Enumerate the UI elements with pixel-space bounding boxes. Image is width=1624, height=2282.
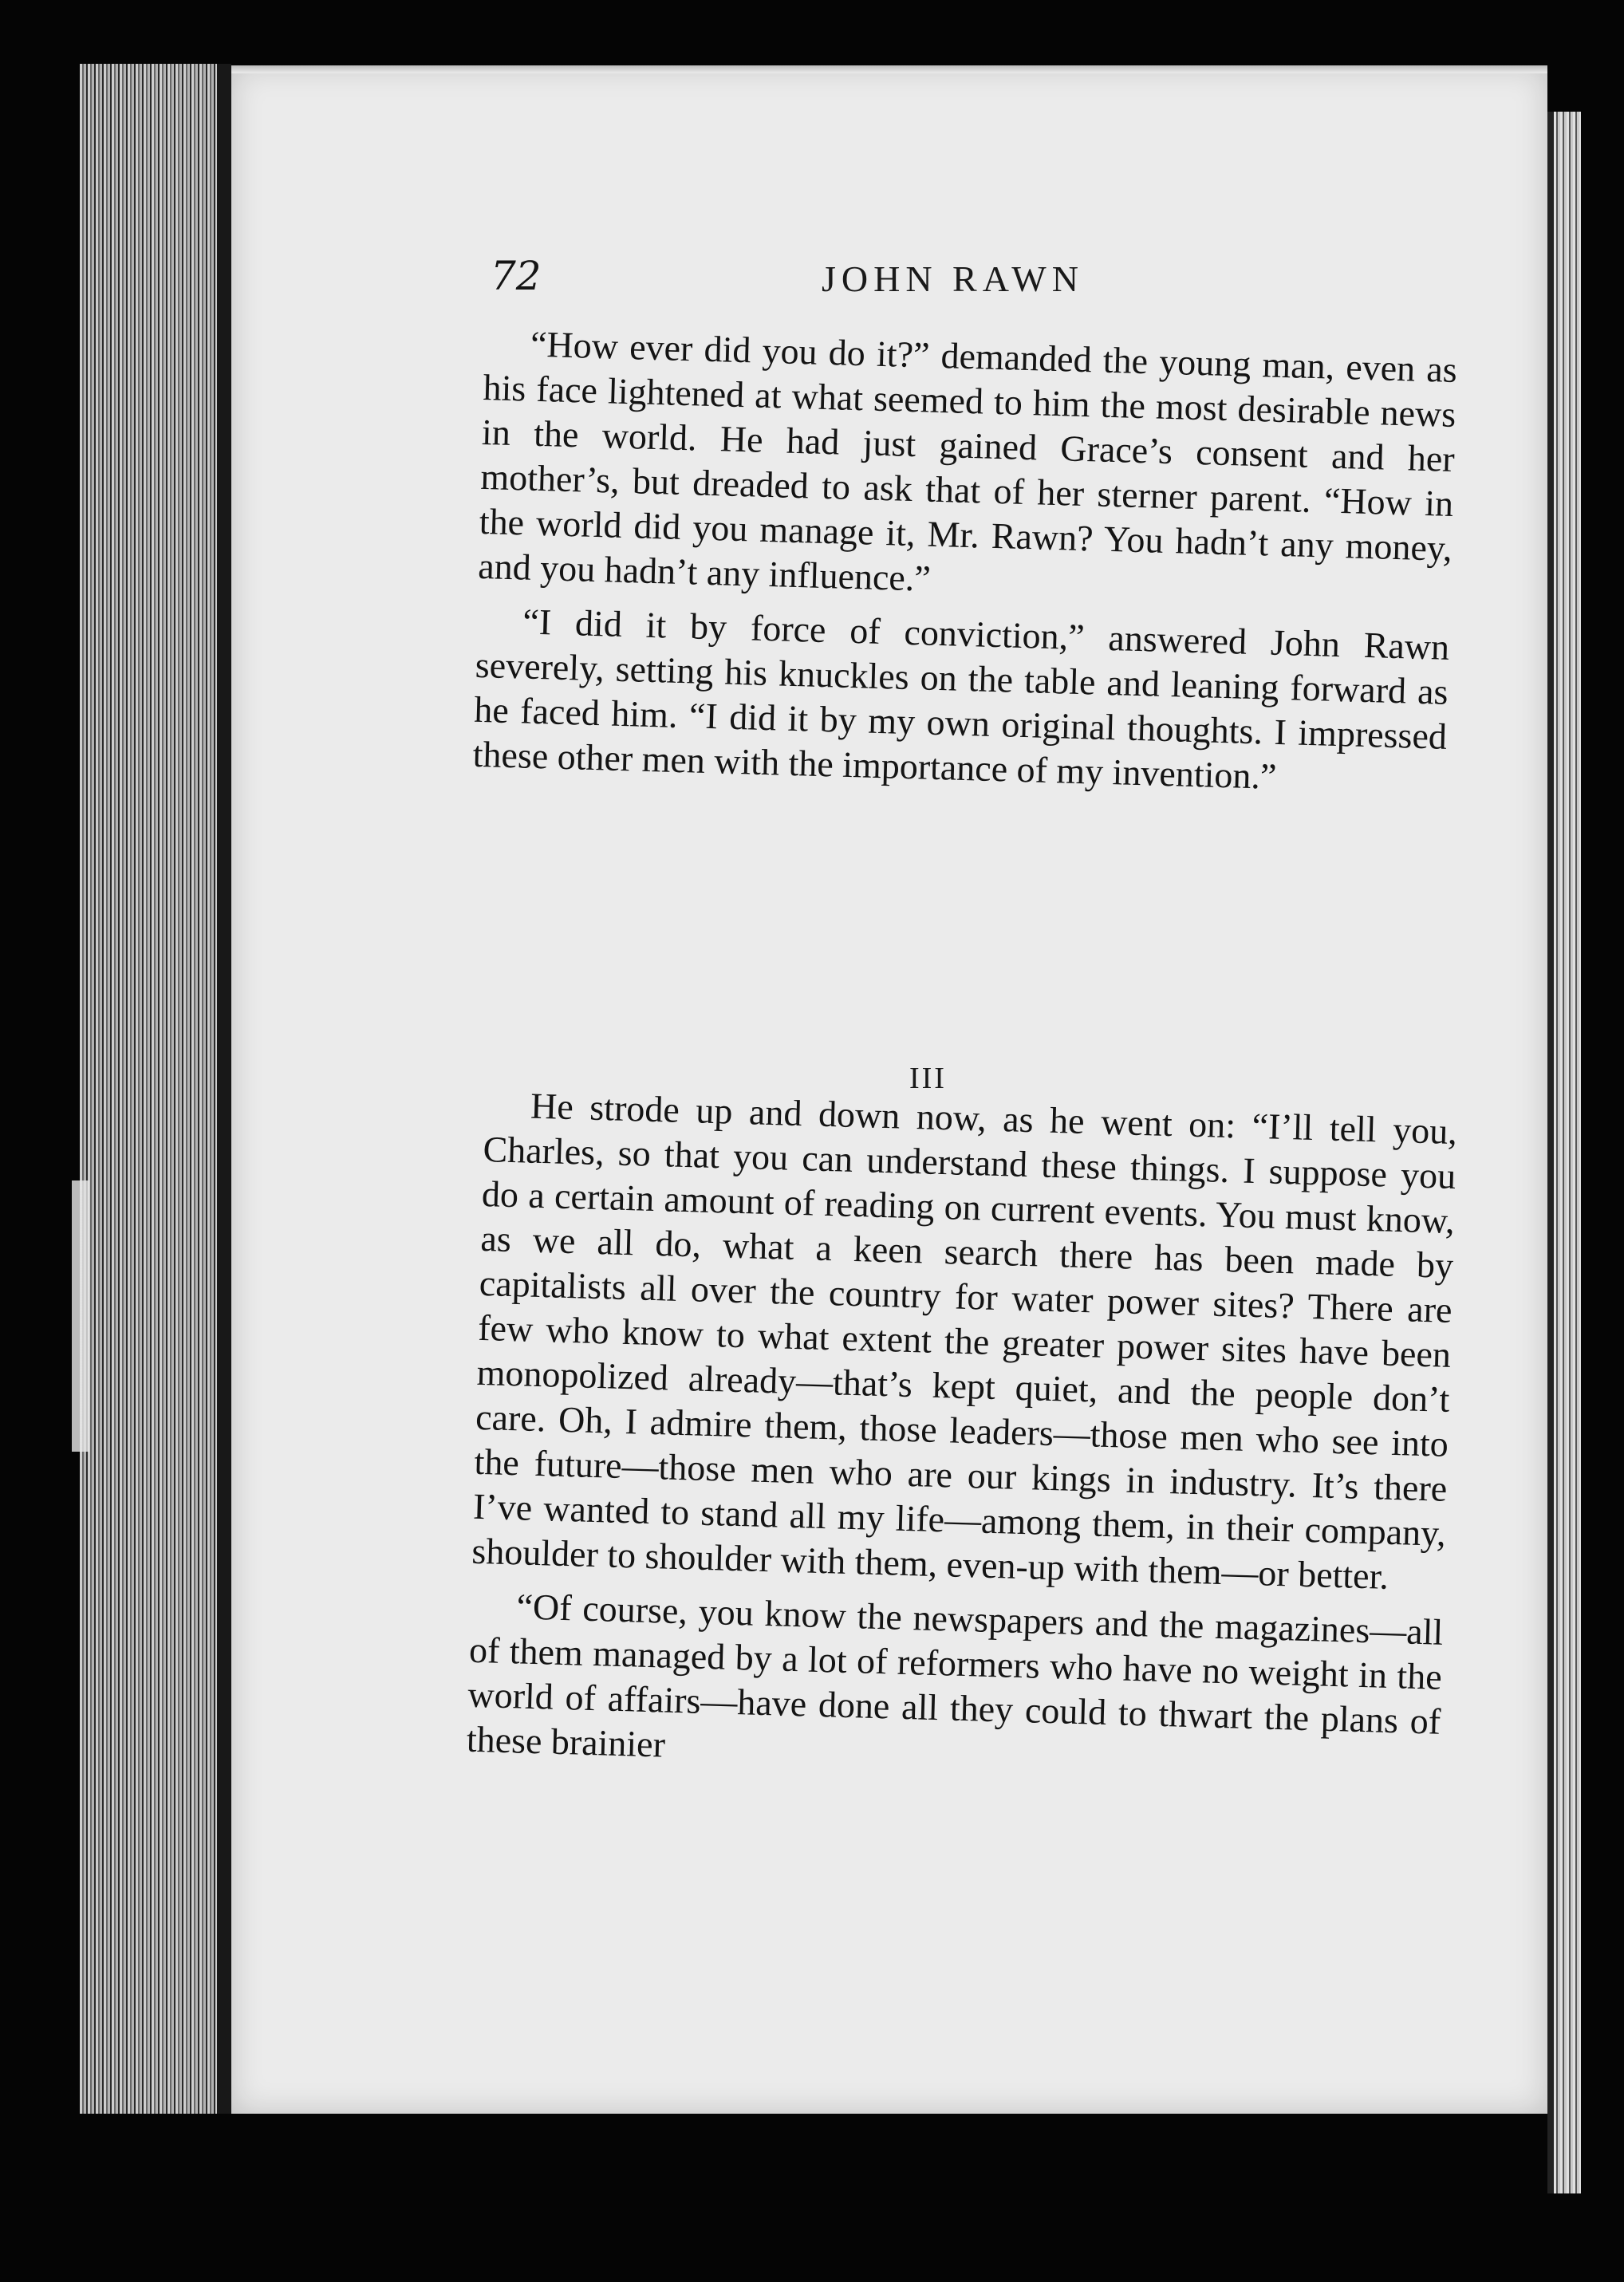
book-title: JOHN RAWN <box>822 258 1084 299</box>
paragraph: “I did it by force of conviction,” answered John Rawn severely, setting his knuckles on the table and leaning forward as he faced him. “I did it by my own original thoughts. I impressed these other men with the importance of my invention.” <box>472 601 1450 797</box>
section-number: III <box>909 1062 947 1095</box>
paragraph: He strode up and down now, as he went on: “I’ll tell you, Charles, so that you can understand these things. I suppose you do a certain amount of reading on current events. You must know, as we all do, what a keen search there has been made by capitalists all over the country for water power sites? There are few who know to what extent the greater power sites have been monopolized already—that’s kept quiet, and the people don’t care. Oh, I admire them, those leaders—those men who see into the future—those men who are our kings in industry. It’s there I’ve wanted to stand all my life—among them, in their company, shoulder to shoulder with them, even-up with them—or better. <box>471 1085 1458 1597</box>
page-number: 72 <box>491 253 542 299</box>
book-page <box>231 65 1547 2114</box>
running-head <box>231 253 1547 325</box>
page-top-edge <box>231 65 1547 73</box>
left-page-edges <box>80 64 231 2114</box>
right-page-edges <box>1547 112 1581 2193</box>
margin-smudge <box>72 1180 89 1452</box>
paragraph: “Of course, you know the newspapers and the magazines—all of them managed by a lot of reformers who have no weight in the world of affairs—have done all they could to thwart the plans of these brainier <box>466 1586 1444 1765</box>
text-block-top <box>472 321 1457 804</box>
text-block-bottom <box>466 1082 1457 1789</box>
paragraph: “How ever did you do it?” demanded the young man, even as his face lightened at what seemed to him the most desirable news in the world. He had just gained Grace’s consent and her mother’s, but dreaded to ask that of her sterner parent. “How in the world did you manage it, Mr. Rawn? You hadn’t any money, and you hadn’t any influence.” <box>477 323 1458 599</box>
